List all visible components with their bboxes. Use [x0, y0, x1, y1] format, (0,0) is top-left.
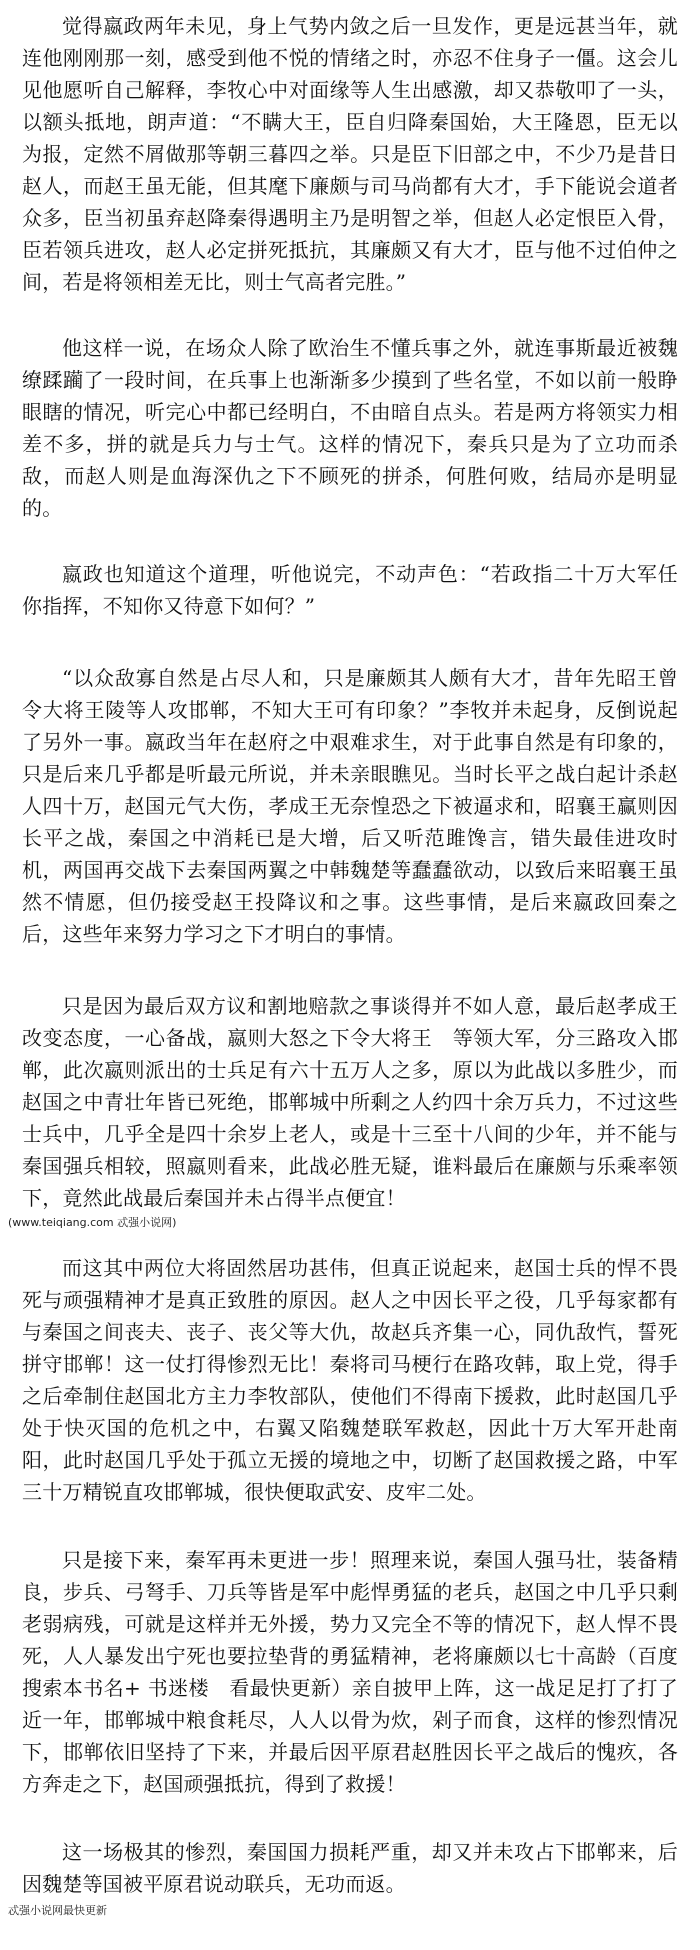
paragraph-4: “以众敌寡自然是占尽人和，只是廉颇其人颇有大才，昔年先昭王曾令大将王陵等人攻邯郸，不知大王可有印象？”李牧并未起身，反倒说起了另外一事。嬴政当年在赵府之中艰难求生，对于此事自然是有印象的，只是后来几乎都是听最元所说，并未亲眼瞧见。当时长平之战白起计杀赵人四十万，赵国元气大伤，孝成王无奈惶恐之下被逼求和，昭襄王赢则因长平之战，秦国之中消耗已是大增，后又听范雎馋言，错失最佳进攻时机，两国再交战下去秦国两翼之中韩魏楚等蠢蠢欲动，以致后来昭襄王虽然不情愿，但仍接受赵王投降议和之事。这些事情，是后来嬴政回秦之后，这些年来努力学习之下才明白的事情。 [22, 666, 678, 946]
paragraph-6: 而这其中两位大将固然居功甚伟，但真正说起来，赵国士兵的悍不畏死与顽强精神才是真正致胜的原因。赵人之中因长平之役，几乎每家都有与秦国之间丧夫、丧子、丧父等大仇，故赵兵齐集一心，同仇敌忾，誓死拼守邯郸！这一仗打得惨烈无比！秦将司马梗行在路攻韩，取上党，得手之后牵制住赵国北方主力李牧部队，使他们不得南下援救，此时赵国几乎处于快灭国的危机之中，右翼又陷魏楚联军救赵，因此十万大军开赴南阳，此时赵国几乎处于孤立无援的境地之中，切断了赵国救援之路，中军三十万精锐直攻邯郸城，很快便取武安、皮牢二处。 [22, 1256, 678, 1504]
paragraph-5: 只是因为最后双方议和割地赔款之事谈得并不如人意，最后赵孝成王改变态度，一心备战，嬴则大怒之下令大将王 等领大军，分三路攻入邯郸，此次嬴则派出的士兵足有六十五万人之多，原以为此战以多胜少，而赵国之中青壮年皆已死绝，邯郸城中所剩之人约四十余万兵力，不过这些士兵中，几乎全是四十余岁上老人，或是十三至十八间的少年，并不能与秦国强兵相较，照嬴则看来，此战必胜无疑，谁料最后在廉颇与乐乘率领下，竟然此战最后秦国并未占得半点便宜！ [22, 994, 678, 1210]
paragraph-7: 只是接下来，秦军再未更进一步！照理来说，秦国人强马壮，装备精良，步兵、弓弩手、刀兵等皆是军中彪悍勇猛的老兵，赵国之中几乎只剩老弱病残，可就是这样并无外援，势力又完全不等的情况下，赵人悍不畏死，人人暴发出宁死也要拉垫背的勇猛精神，老将廉颇以七十高龄（百度搜索本书名+ 书迷楼 看最快更新）亲自披甲上阵，这一战足足打了打了近一年，邯郸城中粮食耗尽，人人以骨为炊，剁子而食，这样的惨烈情况下，邯郸依旧坚持了下来，并最后因平原君赵胜因长平之战后的愧疚，各方奔走之下，赵国顽强抵抗，得到了救援！ [22, 1548, 678, 1796]
site-watermark: (www.teiqiang.com 忒强小说网) [8, 1216, 177, 1229]
paragraph-1: 觉得嬴政两年未见，身上气势内敛之后一旦发作，更是远甚当年，就连他刚刚那一刻，感受到他不悦的情绪之时，亦忍不住身子一僵。这会儿见他愿听自己解释，李牧心中对面缘等人生出感激，却又恭敬叩了一头，以额头抵地，朗声道：“不瞒大王，臣自归降秦国始，大王隆恩，臣无以为报，定然不屑做那等朝三暮四之举。只是臣下旧部之中，不少乃是昔日赵人，而赵王虽无能，但其麾下廉颇与司马尚都有大才，手下能说会道者众多，臣当初虽弃赵降秦得遇明主乃是明智之举，但赵人必定恨臣入骨，臣若领兵进攻，赵人必定拼死抵抗，其廉颇又有大才，臣与他不过伯仲之间，若是将领相差无比，则士气高者完胜。” [22, 14, 678, 294]
paragraph-2: 他这样一说，在场众人除了欧治生不懂兵事之外，就连事斯最近被魏缭蹂躏了一段时间，在兵事上也渐渐多少摸到了些名堂，不如以前一般睁眼瞎的情况，听完心中都已经明白，不由暗自点头。若是两方将领实力相差不多，拼的就是兵力与士气。这样的情况下，秦兵只是为了立功而杀敌，而赵人则是血海深仇之下不顾死的拼杀，何胜何败，结局亦是明显的。 [22, 336, 678, 520]
site-footer-watermark: 忒强小说网最快更新 [8, 1904, 107, 1917]
paragraph-3: 嬴政也知道这个道理，听他说完，不动声色：“若政指二十万大军任你指挥，不知你又待意下如何？” [22, 562, 678, 618]
paragraph-8: 这一场极其的惨烈，秦国国力损耗严重，却又并未攻占下邯郸来，后因魏楚等国被平原君说动联兵，无功而返。 [22, 1840, 678, 1896]
